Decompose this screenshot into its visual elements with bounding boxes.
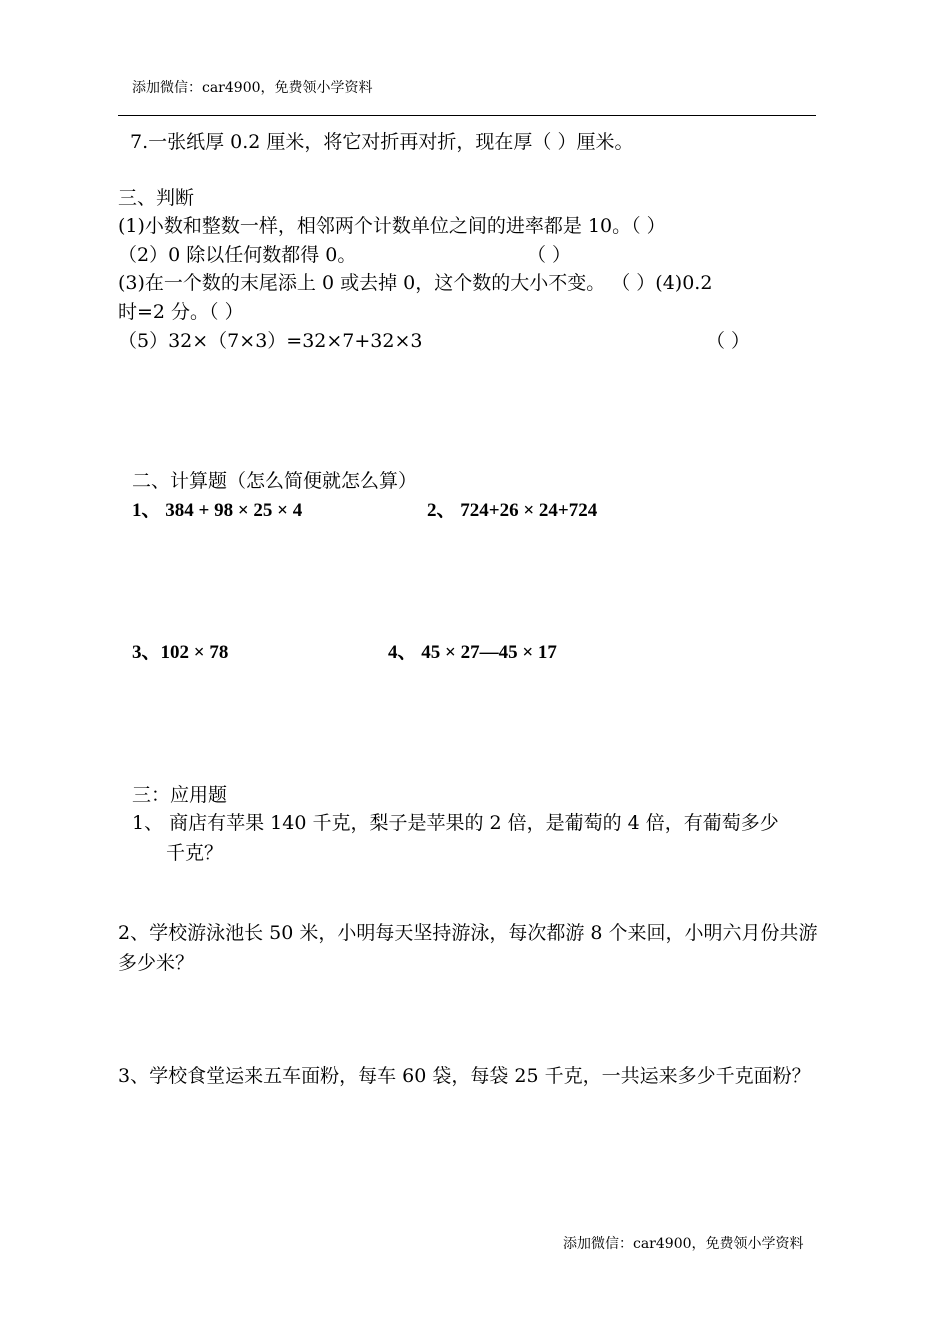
judge-item-5: （5）32×（7×3）=32×7+32×3	[118, 330, 423, 352]
calc-problem-4: 4、 45 × 27—45 × 17	[388, 642, 557, 663]
apply-question-1-line-1: 1、 商店有苹果 140 千克，梨子是苹果的 2 倍，是葡萄的 4 倍，有葡萄多少	[132, 812, 779, 834]
calc-problem-1: 1、 384 + 98 × 25 × 4	[132, 500, 303, 521]
judge-item-4: 时=2 分。（ ）	[118, 301, 244, 323]
apply-question-2: 2、学校游泳池长 50 米，小明每天坚持游泳，每次都游 8 个来回，小明六月份共游多少米？	[118, 922, 818, 974]
apply-question-1-line-2: 千克？	[166, 842, 224, 864]
page-header: 添加微信：car4900，免费领小学资料	[132, 80, 373, 96]
judge-item-2: （2）0 除以任何数都得 0。	[118, 244, 357, 266]
section-apply-title: 三：应用题	[132, 784, 228, 806]
judge-item-5-answer: （ ）	[706, 330, 751, 352]
section-judge-title: 三、判断	[118, 187, 195, 209]
judge-item-3: (3)在一个数的末尾添上 0 或去掉 0，这个数的大小不变。 （ ）(4)0.2	[118, 272, 713, 294]
calc-problem-3: 3、102 × 78	[132, 642, 229, 663]
judge-item-1: (1)小数和整数一样，相邻两个计数单位之间的进率都是 10。（ ）	[118, 215, 666, 237]
question-7: 7.一张纸厚 0.2 厘米，将它对折再对折，现在厚（ ）厘米。	[130, 131, 634, 153]
judge-item-2-answer: （ ）	[527, 244, 572, 266]
section-calc-title: 二、计算题（怎么简便就怎么算）	[132, 470, 418, 492]
apply-question-3: 3、学校食堂运来五车面粉，每车 60 袋，每袋 25 千克，一共运来多少千克面粉？	[118, 1065, 811, 1087]
header-divider	[118, 115, 816, 116]
page-footer: 添加微信：car4900，免费领小学资料	[563, 1236, 804, 1252]
calc-problem-2: 2、 724+26 × 24+724	[427, 500, 598, 521]
